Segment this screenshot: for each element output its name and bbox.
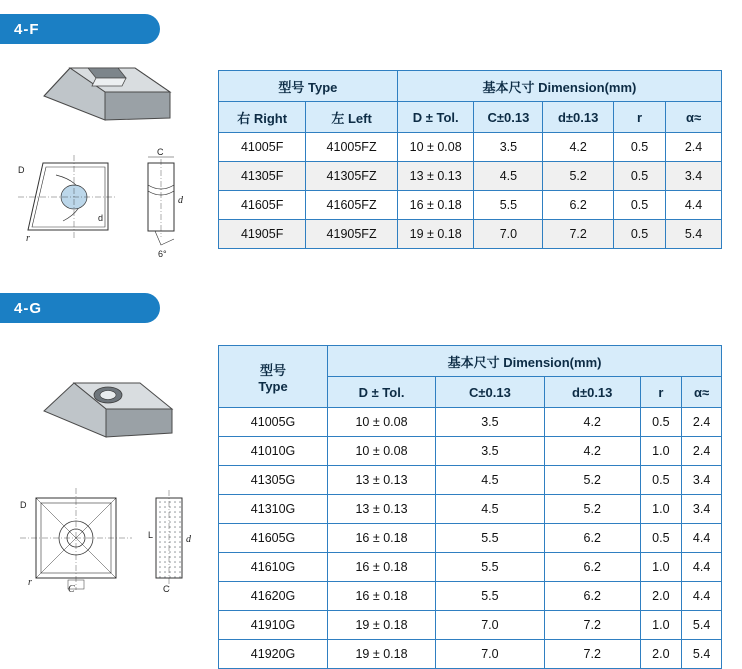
table-row [219, 495, 722, 524]
cell-d: 6.2 [544, 553, 640, 582]
cell-type: 41310G [219, 495, 328, 524]
th-left: 左 Left [306, 102, 398, 133]
cell-alpha: 4.4 [682, 553, 722, 582]
cell-d: 7.2 [544, 640, 640, 669]
table-f-body [219, 133, 722, 249]
cell-d: 5.2 [544, 466, 640, 495]
table-f-header-row-2 [219, 102, 722, 133]
cell-alpha: 4.4 [682, 524, 722, 553]
cell-D: 16 ± 0.18 [397, 191, 474, 220]
section-badge-4f [0, 14, 160, 44]
cell-C: 7.0 [435, 640, 544, 669]
insert-2d-figure-f [8, 145, 208, 275]
cell-D: 13 ± 0.13 [328, 466, 436, 495]
th-type-en: Type [258, 378, 288, 394]
dim-label-C: C [163, 584, 170, 594]
cell-alpha: 2.4 [666, 133, 722, 162]
table-row [219, 640, 722, 669]
table-row [219, 553, 722, 582]
cell-C: 7.0 [474, 220, 543, 249]
cell-d: 4.2 [544, 408, 640, 437]
th-d: d±0.13 [544, 377, 640, 408]
th-r: r [613, 102, 665, 133]
dim-label-C: C [157, 147, 164, 157]
th-D: D ± Tol. [328, 377, 436, 408]
cell-D: 16 ± 0.18 [328, 524, 436, 553]
cell-d: 6.2 [544, 582, 640, 611]
cell-r: 2.0 [640, 582, 682, 611]
section-badge-label: 4-F [14, 20, 40, 38]
cell-d: 5.2 [544, 495, 640, 524]
table-f-container [218, 70, 722, 249]
cell-left: 41905FZ [306, 220, 398, 249]
cell-r: 1.0 [640, 437, 682, 466]
cell-D: 19 ± 0.18 [328, 640, 436, 669]
table-row [219, 466, 722, 495]
table-row [219, 408, 722, 437]
cell-type: 41920G [219, 640, 328, 669]
dim-label-r: r [26, 233, 30, 244]
cell-D: 19 ± 0.18 [397, 220, 474, 249]
insert-2d-svg-g [8, 480, 208, 620]
th-C: C±0.13 [435, 377, 544, 408]
table-g-head [219, 346, 722, 408]
cell-alpha: 5.4 [682, 640, 722, 669]
dim-label-D: D [20, 500, 27, 510]
th-dimension-group: 基本尺寸 Dimension(mm) [328, 346, 722, 377]
cell-C: 5.5 [435, 553, 544, 582]
dim-label-angle: 6° [158, 249, 167, 259]
table-row [219, 437, 722, 466]
cell-left: 41005FZ [306, 133, 398, 162]
cell-d: 7.2 [544, 611, 640, 640]
dim-label-C-bottom: C [68, 584, 75, 595]
cell-type: 41620G [219, 582, 328, 611]
cell-d: 4.2 [544, 437, 640, 466]
table-g-header-row-1 [219, 346, 722, 377]
cell-type: 41010G [219, 437, 328, 466]
th-d: d±0.13 [543, 102, 614, 133]
cell-d: 6.2 [543, 191, 614, 220]
cell-alpha: 4.4 [666, 191, 722, 220]
cell-r: 0.5 [640, 408, 682, 437]
cell-alpha: 5.4 [666, 220, 722, 249]
cell-D: 10 ± 0.08 [328, 437, 436, 466]
cell-D: 16 ± 0.18 [328, 553, 436, 582]
cell-C: 3.5 [474, 133, 543, 162]
dim-label-r: r [28, 577, 32, 588]
cell-type: 41610G [219, 553, 328, 582]
cell-C: 5.5 [474, 191, 543, 220]
insert-2d-figure-g [8, 480, 208, 625]
th-D: D ± Tol. [397, 102, 474, 133]
table-row [219, 524, 722, 553]
cell-d: 4.2 [543, 133, 614, 162]
cell-alpha: 5.4 [682, 611, 722, 640]
dim-label-d: d [98, 213, 104, 223]
cell-r: 0.5 [613, 220, 665, 249]
insert-3d-figure-f [30, 60, 180, 150]
cell-C: 4.5 [435, 495, 544, 524]
cell-r: 0.5 [640, 466, 682, 495]
dim-label-d2: d [178, 195, 183, 206]
cell-alpha: 3.4 [666, 162, 722, 191]
cell-right: 41005F [219, 133, 306, 162]
table-f-header-row-1 [219, 71, 722, 102]
th-r: r [640, 377, 682, 408]
cell-type: 41005G [219, 408, 328, 437]
cell-r: 0.5 [613, 162, 665, 191]
th-type-group [219, 346, 328, 408]
cell-C: 5.5 [435, 582, 544, 611]
cell-left: 41605FZ [306, 191, 398, 220]
table-f-head [219, 71, 722, 133]
cell-right: 41305F [219, 162, 306, 191]
dimension-table-g [218, 345, 722, 669]
insert-2d-svg-f [8, 145, 208, 270]
dim-label-D: D [18, 165, 25, 175]
cell-C: 3.5 [435, 408, 544, 437]
cell-type: 41605G [219, 524, 328, 553]
section-badge-label: 4-G [14, 299, 43, 317]
table-row [219, 191, 722, 220]
table-row [219, 220, 722, 249]
cell-type: 41910G [219, 611, 328, 640]
insert-3d-figure-g [32, 375, 182, 465]
insert-3d-svg-f [30, 60, 180, 145]
th-type-cn: 型号 [260, 362, 287, 378]
cell-D: 13 ± 0.13 [328, 495, 436, 524]
cell-D: 19 ± 0.18 [328, 611, 436, 640]
cell-r: 2.0 [640, 640, 682, 669]
dimension-table-f [218, 70, 722, 249]
cell-d: 7.2 [543, 220, 614, 249]
th-right: 右 Right [219, 102, 306, 133]
cell-right: 41905F [219, 220, 306, 249]
table-row [219, 162, 722, 191]
cell-C: 4.5 [474, 162, 543, 191]
th-alpha: α≈ [666, 102, 722, 133]
dim-label-L: L [148, 530, 154, 540]
th-dimension-group: 基本尺寸 Dimension(mm) [397, 71, 721, 102]
cell-left: 41305FZ [306, 162, 398, 191]
cell-alpha: 2.4 [682, 408, 722, 437]
cell-r: 0.5 [640, 524, 682, 553]
cell-r: 1.0 [640, 495, 682, 524]
cell-right: 41605F [219, 191, 306, 220]
cell-C: 5.5 [435, 524, 544, 553]
dim-label-d: d [186, 534, 191, 545]
cell-r: 0.5 [613, 191, 665, 220]
cell-d: 6.2 [544, 524, 640, 553]
table-row [219, 133, 722, 162]
cell-alpha: 3.4 [682, 466, 722, 495]
cell-D: 16 ± 0.18 [328, 582, 436, 611]
table-row [219, 611, 722, 640]
cell-D: 10 ± 0.08 [397, 133, 474, 162]
cell-alpha: 3.4 [682, 495, 722, 524]
section-badge-4g [0, 293, 160, 323]
insert-3d-svg-g [32, 375, 182, 460]
cell-C: 4.5 [435, 466, 544, 495]
cell-D: 10 ± 0.08 [328, 408, 436, 437]
cell-alpha: 4.4 [682, 582, 722, 611]
cell-D: 13 ± 0.13 [397, 162, 474, 191]
cell-alpha: 2.4 [682, 437, 722, 466]
th-alpha: α≈ [682, 377, 722, 408]
cell-r: 1.0 [640, 553, 682, 582]
cell-r: 0.5 [613, 133, 665, 162]
table-row [219, 582, 722, 611]
cell-C: 7.0 [435, 611, 544, 640]
th-type-group: 型号 Type [219, 71, 398, 102]
table-g-body [219, 408, 722, 669]
cell-d: 5.2 [543, 162, 614, 191]
cell-r: 1.0 [640, 611, 682, 640]
th-C: C±0.13 [474, 102, 543, 133]
cell-C: 3.5 [435, 437, 544, 466]
cell-type: 41305G [219, 466, 328, 495]
table-g-container [218, 345, 722, 669]
